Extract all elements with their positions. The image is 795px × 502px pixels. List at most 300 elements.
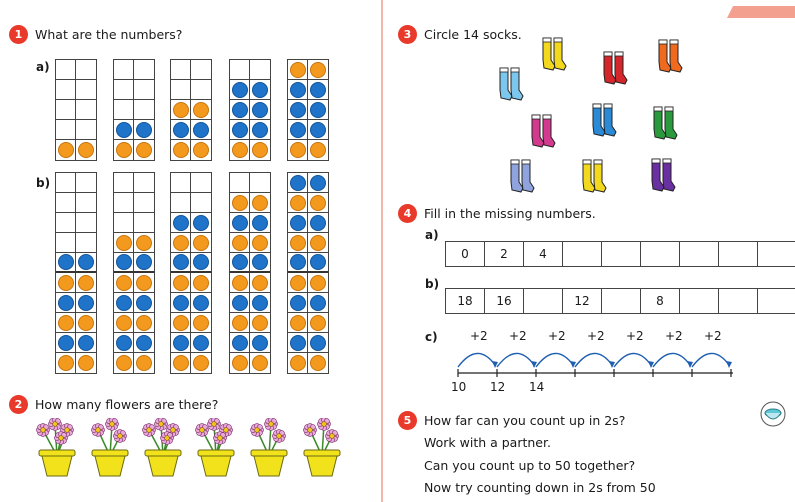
blue-counter [252,335,268,351]
question-5-line-4: Now try counting down in 2s from 50 [424,480,656,495]
blue-counter [232,122,248,138]
frame-cell [230,60,250,80]
frame-cell [114,193,134,213]
frame-cell [56,333,76,353]
question-3-badge: 3 [398,25,417,44]
orange-counter [116,142,132,158]
frame-cell [250,173,270,193]
frame-cell [76,293,96,313]
flower-pot [298,418,346,478]
question-1-badge: 1 [9,25,28,44]
frame-cell [114,120,134,140]
frame-cell [288,140,308,160]
frame-cell [76,353,96,373]
frame-cell [56,313,76,333]
frame-cell [171,173,191,193]
orange-counter [173,102,189,118]
orange-counter [136,315,152,331]
frame-cell [308,333,328,353]
orange-counter [136,235,152,251]
orange-counter [136,355,152,371]
frame-cell [191,173,211,193]
orange-counter [116,275,132,291]
frame-cell [114,273,134,293]
frame-cell [134,233,154,253]
frame-cell [308,253,328,273]
frame-cell [76,313,96,333]
frame-cell [230,100,250,120]
frame-cell [191,313,211,333]
frame-cell [288,193,308,213]
frame-cell [56,233,76,253]
frame-cell [171,100,191,120]
question-5-text: How far can you count up in 2s? [424,413,626,428]
frame-cell [171,120,191,140]
blue-counter [193,122,209,138]
blue-counter [310,215,326,231]
sock-pair [495,66,525,102]
frame-cell [230,140,250,160]
question-4-badge: 4 [398,204,417,223]
blue-counter [290,122,306,138]
frame-cell [288,253,308,273]
frame-cell [134,253,154,273]
orange-counter [232,275,248,291]
frame-cell [114,140,134,160]
frame-cell [171,80,191,100]
frame-cell [191,353,211,373]
frame-cell [308,233,328,253]
frame-cell [191,273,211,293]
frame-cell [171,273,191,293]
blue-counter [232,254,248,270]
blue-counter [252,82,268,98]
orange-counter [78,275,94,291]
frame-cell [308,313,328,333]
orange-counter [290,195,306,211]
frame-cell [171,353,191,373]
orange-counter [232,235,248,251]
orange-counter [78,315,94,331]
q4-part-c-label: c) [425,330,438,344]
frame-cell [250,193,270,213]
sock-pair [506,158,536,194]
frame-cell [134,80,154,100]
frame-cell [114,100,134,120]
orange-counter [232,315,248,331]
frame-cell [76,173,96,193]
orange-counter [136,275,152,291]
frame-cell [230,80,250,100]
frame-cell [308,173,328,193]
frame-cell [288,100,308,120]
ten-frame [55,172,97,374]
blue-counter [252,295,268,311]
frame-cell [134,140,154,160]
sock-pair [654,38,684,74]
orange-counter [78,355,94,371]
tick-label: 12 [490,380,506,394]
blue-counter [78,295,94,311]
jump-label: +2 [548,329,566,343]
q1-part-b-label: b) [36,176,51,190]
blue-counter [252,254,268,270]
ten-frame [229,172,271,374]
jump-label: +2 [587,329,605,343]
number-cell: 2 [485,242,524,266]
frame-cell [134,353,154,373]
blue-counter [310,295,326,311]
frame-cell [250,293,270,313]
frame-cell [308,140,328,160]
frame-cell [308,193,328,213]
blank-number-cell[interactable] [602,242,641,266]
frame-cell [56,60,76,80]
blue-counter [78,335,94,351]
tick-label: 10 [451,380,467,394]
blank-number-cell[interactable] [641,242,680,266]
frame-cell [230,213,250,233]
orange-counter [232,355,248,371]
frame-cell [114,333,134,353]
orange-counter [116,355,132,371]
blank-number-cell[interactable] [758,242,795,266]
blue-counter [173,335,189,351]
q4-part-a-label: a) [425,228,439,242]
number-row-a [445,241,795,267]
frame-cell [230,313,250,333]
frame-cell [76,193,96,213]
jump-arc [575,353,612,367]
orange-counter [173,275,189,291]
frame-cell [134,333,154,353]
ten-frame [55,59,97,161]
jump-label: +2 [470,329,488,343]
jump-label: +2 [665,329,683,343]
orange-counter [252,195,268,211]
frame-cell [171,193,191,213]
q1-part-a-label: a) [36,60,50,74]
blue-counter [310,82,326,98]
blue-counter [310,122,326,138]
frame-cell [288,120,308,140]
frame-cell [114,313,134,333]
blue-counter [232,335,248,351]
orange-counter [58,315,74,331]
blue-counter [193,335,209,351]
blue-counter [116,295,132,311]
frame-cell [250,140,270,160]
frame-cell [288,173,308,193]
frame-cell [308,213,328,233]
blue-counter [290,295,306,311]
frame-cell [308,80,328,100]
frame-cell [134,193,154,213]
number-cell: 18 [446,289,485,313]
jump-label: +2 [704,329,722,343]
sock-pair [647,157,677,193]
ten-frame [113,59,155,161]
frame-cell [191,80,211,100]
blue-counter [173,254,189,270]
blue-counter [136,254,152,270]
orange-counter [232,142,248,158]
frame-cell [230,120,250,140]
blank-number-cell[interactable] [758,289,795,313]
frame-cell [288,60,308,80]
blue-counter [290,102,306,118]
frame-cell [56,273,76,293]
blank-number-cell[interactable] [602,289,641,313]
orange-counter [58,355,74,371]
blue-counter [310,175,326,191]
flower-pot [192,418,240,478]
blue-counter [58,295,74,311]
frame-cell [230,293,250,313]
orange-counter [310,355,326,371]
blue-counter [252,122,268,138]
orange-counter [290,62,306,78]
frame-cell [56,100,76,120]
blue-counter [136,295,152,311]
frame-cell [288,213,308,233]
frame-cell [171,60,191,80]
frame-cell [114,293,134,313]
blue-counter [58,254,74,270]
frame-cell [114,60,134,80]
frame-cell [308,60,328,80]
question-2-text: How many flowers are there? [35,397,219,412]
number-cell: 12 [563,289,602,313]
flower-pot [33,418,81,478]
sock-pair [588,102,618,138]
question-1-text: What are the numbers? [35,27,183,42]
orange-counter [173,235,189,251]
blue-counter [252,102,268,118]
jump-arc [692,353,729,367]
blank-number-cell[interactable] [680,242,719,266]
frame-cell [114,353,134,373]
flower-pot [86,418,134,478]
frame-cell [230,273,250,293]
blank-number-cell[interactable] [719,242,758,266]
orange-counter [58,142,74,158]
frame-cell [288,293,308,313]
number-cell: 4 [524,242,563,266]
blank-number-cell[interactable] [680,289,719,313]
frame-cell [114,253,134,273]
frame-cell [250,253,270,273]
frame-cell [56,253,76,273]
orange-counter [193,355,209,371]
frame-cell [288,353,308,373]
frame-cell [134,60,154,80]
frame-cell [230,253,250,273]
column-divider [381,0,383,502]
frame-cell [308,120,328,140]
orange-counter [290,142,306,158]
frame-cell [191,100,211,120]
frame-cell [288,333,308,353]
question-4-text: Fill in the missing numbers. [424,206,596,221]
frame-cell [76,253,96,273]
jump-arc [653,353,690,367]
frame-cell [171,333,191,353]
orange-counter [116,315,132,331]
orange-counter [252,275,268,291]
frame-cell [288,313,308,333]
number-row-b [445,288,795,314]
blue-counter [173,295,189,311]
orange-counter [290,315,306,331]
orange-counter [78,142,94,158]
bowl-icon [760,401,786,429]
frame-cell [230,333,250,353]
blue-counter [290,175,306,191]
blue-counter [232,215,248,231]
frame-cell [191,293,211,313]
frame-cell [134,120,154,140]
frame-cell [171,140,191,160]
frame-cell [76,120,96,140]
blue-counter [232,295,248,311]
frame-cell [171,293,191,313]
frame-cell [76,213,96,233]
frame-cell [230,193,250,213]
orange-counter [310,142,326,158]
ten-frame [229,59,271,161]
orange-counter [310,62,326,78]
frame-cell [308,273,328,293]
frame-cell [56,140,76,160]
frame-cell [288,233,308,253]
blank-number-cell[interactable] [524,289,563,313]
blue-counter [193,215,209,231]
orange-counter [193,102,209,118]
blue-counter [136,122,152,138]
orange-counter [252,355,268,371]
blue-counter [290,215,306,231]
frame-cell [76,233,96,253]
blue-counter [310,102,326,118]
frame-cell [114,233,134,253]
frame-cell [191,193,211,213]
orange-counter [290,355,306,371]
frame-cell [76,140,96,160]
frame-cell [114,173,134,193]
question-5-line-2: Work with a partner. [424,435,551,450]
orange-counter [193,142,209,158]
blue-counter [310,254,326,270]
orange-counter [232,195,248,211]
flower-pot [245,418,293,478]
number-cell: 8 [641,289,680,313]
sock-pair [538,36,568,72]
orange-counter [310,235,326,251]
orange-counter [252,235,268,251]
question-5-line-3: Can you count up to 50 together? [424,458,636,473]
frame-cell [308,353,328,373]
frame-cell [56,213,76,233]
frame-cell [134,293,154,313]
tick-label: 14 [529,380,545,394]
ten-frame [170,172,212,374]
blue-counter [116,335,132,351]
q4-part-b-label: b) [425,277,440,291]
frame-cell [134,273,154,293]
blue-counter [290,254,306,270]
jump-label: +2 [509,329,527,343]
frame-cell [171,313,191,333]
orange-counter [290,275,306,291]
question-2-badge: 2 [9,395,28,414]
frame-cell [134,313,154,333]
blue-counter [116,254,132,270]
ten-frame [287,172,329,374]
blue-counter [193,295,209,311]
frame-cell [191,213,211,233]
frame-cell [76,60,96,80]
orange-counter [310,195,326,211]
orange-counter [252,315,268,331]
frame-cell [250,333,270,353]
frame-cell [308,100,328,120]
frame-cell [56,293,76,313]
frame-cell [171,253,191,273]
frame-cell [191,333,211,353]
blank-number-cell[interactable] [719,289,758,313]
blue-counter [193,254,209,270]
blue-counter [78,254,94,270]
frame-cell [76,273,96,293]
frame-cell [56,353,76,373]
orange-counter [58,275,74,291]
frame-cell [134,213,154,233]
frame-cell [250,353,270,373]
frame-cell [56,120,76,140]
orange-counter [116,235,132,251]
frame-cell [76,100,96,120]
blank-number-cell[interactable] [563,242,602,266]
frame-cell [56,80,76,100]
jump-arrowhead [726,361,732,368]
orange-counter [173,315,189,331]
flower-pot [139,418,187,478]
frame-cell [308,293,328,313]
blue-counter [136,335,152,351]
frame-cell [134,100,154,120]
blue-counter [252,215,268,231]
orange-counter [193,315,209,331]
frame-cell [191,120,211,140]
orange-counter [310,275,326,291]
orange-counter [252,142,268,158]
blue-counter [310,335,326,351]
orange-counter [193,235,209,251]
frame-cell [191,60,211,80]
jump-arc [536,353,573,367]
frame-cell [76,333,96,353]
sock-pair [599,50,629,86]
sock-pair [527,113,557,149]
frame-cell [230,233,250,253]
blue-counter [290,82,306,98]
orange-counter [173,142,189,158]
blue-counter [232,102,248,118]
frame-cell [76,80,96,100]
frame-cell [191,233,211,253]
ten-frame [287,59,329,161]
